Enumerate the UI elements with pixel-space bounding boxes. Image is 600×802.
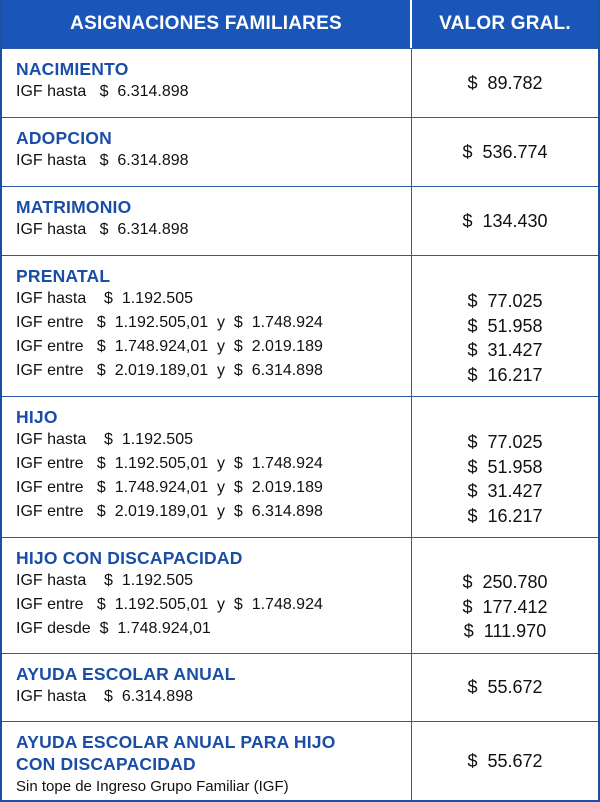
- row-description: [2, 256, 412, 396]
- row-value: $ 16.217: [467, 364, 543, 385]
- row-line: IGF hasta $ 6.314.898: [16, 83, 189, 100]
- row-line: IGF hasta $ 1.192.505: [16, 290, 193, 307]
- table-row-nacimiento: [2, 48, 598, 117]
- row-value: $ 134.430: [462, 210, 548, 231]
- row-value: $ 77.025: [467, 291, 543, 311]
- row-title: AYUDA ESCOLAR ANUAL PARA HIJO: [16, 732, 336, 752]
- table-row-hijo-discapacidad: [2, 537, 598, 653]
- row-line: IGF hasta $ 6.314.898: [16, 152, 189, 169]
- row-values: [412, 654, 598, 721]
- row-line: IGF hasta $ 6.314.898: [16, 688, 193, 705]
- row-value: $ 77.025: [467, 432, 543, 452]
- row-line: IGF entre $ 1.192.505,01 y $ 1.748.924: [16, 314, 323, 331]
- table-header: [2, 0, 598, 48]
- row-values: [412, 397, 598, 537]
- row-value: $ 55.672: [467, 677, 543, 698]
- row-values: [412, 722, 598, 800]
- row-title: AYUDA ESCOLAR ANUAL: [16, 664, 236, 684]
- row-value: $ 51.958: [467, 456, 543, 477]
- row-value: $ 536.774: [462, 141, 548, 162]
- row-line: IGF entre $ 1.192.505,01 y $ 1.748.924: [16, 596, 323, 613]
- header-valor: VALOR GRAL.: [439, 13, 571, 34]
- row-line: IGF hasta $ 6.314.898: [16, 221, 189, 238]
- row-values: [412, 49, 598, 117]
- header-asignaciones: ASIGNACIONES FAMILIARES: [2, 0, 412, 48]
- row-line: IGF entre $ 2.019.189,01 y $ 6.314.898: [16, 362, 323, 379]
- row-line: IGF entre $ 1.748.924,01 y $ 2.019.189: [16, 338, 323, 355]
- row-line: IGF desde $ 1.748.924,01: [16, 620, 211, 637]
- row-value: $ 89.782: [467, 72, 543, 93]
- row-title: PRENATAL: [16, 266, 111, 286]
- row-description: [2, 49, 412, 117]
- row-value: $ 51.958: [467, 315, 543, 336]
- row-description: [2, 538, 412, 653]
- row-value: $ 31.427: [467, 481, 543, 501]
- table-row-adopcion: [2, 117, 598, 186]
- row-line: IGF entre $ 1.748.924,01 y $ 2.019.189: [16, 479, 323, 496]
- row-line: IGF entre $ 1.192.505,01 y $ 1.748.924: [16, 455, 323, 472]
- table-row-matrimonio: [2, 186, 598, 255]
- row-description: [2, 397, 412, 537]
- table-row-hijo: [2, 396, 598, 537]
- row-line: IGF entre $ 2.019.189,01 y $ 6.314.898: [16, 503, 323, 520]
- row-description: [2, 187, 412, 255]
- row-value: $ 250.780: [462, 572, 548, 592]
- row-values: [412, 538, 598, 653]
- row-description: [2, 654, 412, 721]
- row-value: $ 31.427: [467, 340, 543, 360]
- row-line: IGF hasta $ 1.192.505: [16, 572, 193, 589]
- row-value: $ 16.217: [467, 505, 543, 526]
- row-title: HIJO: [16, 407, 58, 427]
- row-value: $ 55.672: [467, 750, 543, 771]
- row-value: $ 111.970: [463, 621, 547, 641]
- row-description: [2, 118, 412, 186]
- row-title: MATRIMONIO: [16, 197, 132, 217]
- table-row-ayuda-escolar: [2, 653, 598, 721]
- row-values: [412, 256, 598, 396]
- row-values: [412, 187, 598, 255]
- row-values: [412, 118, 598, 186]
- row-title: HIJO CON DISCAPACIDAD: [16, 548, 243, 568]
- row-line: IGF hasta $ 1.192.505: [16, 431, 193, 448]
- row-title: NACIMIENTO: [16, 59, 129, 79]
- table-row-ayuda-escolar-discapacidad: [2, 721, 598, 800]
- row-value: $ 177.412: [462, 596, 548, 617]
- row-description: [2, 722, 412, 800]
- row-title: ADOPCION: [16, 128, 112, 148]
- row-title: CON DISCAPACIDAD: [16, 754, 196, 774]
- table-row-prenatal: [2, 255, 598, 396]
- row-line: Sin tope de Ingreso Grupo Familiar (IGF): [16, 778, 289, 795]
